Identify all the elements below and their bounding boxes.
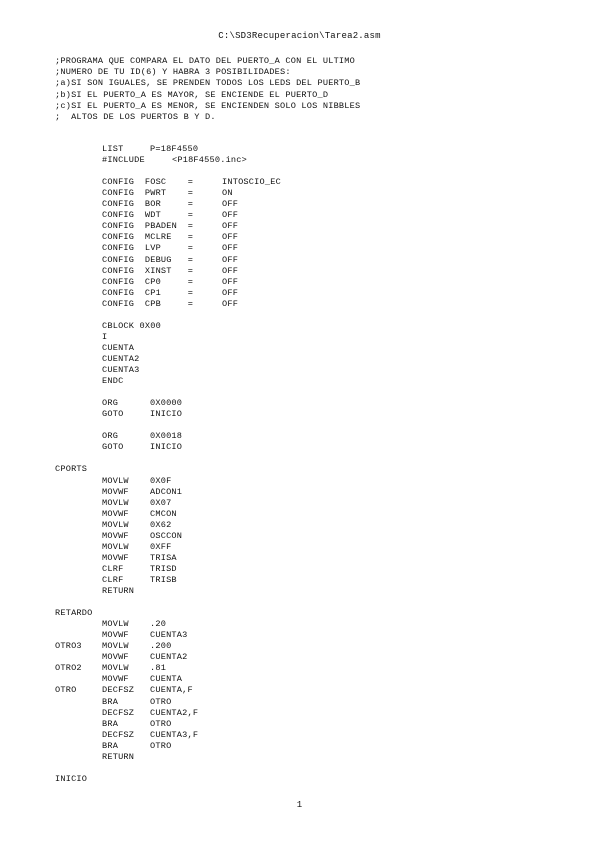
code-operand: OFF <box>222 276 239 287</box>
code-operand: .81 <box>150 663 167 674</box>
code-operand: CUENTA,F <box>150 685 193 696</box>
code-operand: TRISD <box>150 563 177 574</box>
code-operand: OFF <box>222 254 239 265</box>
code-operand: P=18F4550 <box>150 144 199 154</box>
code-instruction: BRA <box>102 740 119 751</box>
code-instruction: MOVWF <box>102 508 129 519</box>
code-instruction: CONFIG WDT = <box>102 210 194 221</box>
code-operand: OTRO <box>150 718 172 729</box>
code-operand: TRISA <box>150 552 177 563</box>
code-operand: TRISB <box>150 574 177 585</box>
code-instruction: MOVLW <box>102 619 129 630</box>
code-instruction: MOVWF <box>102 674 129 685</box>
code-instruction: MOVLW <box>102 541 129 552</box>
code-instruction: MOVWF <box>102 630 129 641</box>
code-operand: 0XFF <box>150 541 172 552</box>
code-operand: 0X0000 <box>150 398 183 409</box>
code-instruction: CONFIG BOR = <box>102 199 194 210</box>
code-operand: OFF <box>222 232 239 243</box>
code-operand: <P18F4550.inc> <box>172 155 247 166</box>
code-operand: 0X07 <box>150 497 172 508</box>
comment-line: ;PROGRAMA QUE COMPARA EL DATO DEL PUERTO_A CON EL ULTIMO <box>55 56 355 66</box>
code-operand: OFF <box>222 210 239 221</box>
code-label: INICIO <box>55 773 88 784</box>
code-operand: CMCON <box>150 508 177 519</box>
code-instruction: MOVWF <box>102 552 129 563</box>
code-instruction: CLRF <box>102 574 124 585</box>
code-instruction: ORG <box>102 431 119 442</box>
comment-line: ;b)SI EL PUERTO_A ES MAYOR, SE ENCIENDE EL PUERTO_D <box>55 89 329 100</box>
code-operand: OFF <box>222 221 239 232</box>
code-instruction: RETURN <box>102 751 135 762</box>
code-operand: INICIO <box>150 442 183 453</box>
code-operand: .200 <box>150 641 172 652</box>
code-instruction: MOVLW <box>102 663 129 674</box>
code-instruction: BRA <box>102 718 119 729</box>
code-instruction: CONFIG CP0 = <box>102 276 194 287</box>
code-instruction: CONFIG DEBUG = <box>102 254 194 265</box>
code-instruction: MOVLW <box>102 475 129 486</box>
code-instruction: CONFIG PBADEN = <box>102 221 194 232</box>
code-instruction: CBLOCK 0X00 <box>102 320 161 331</box>
code-operand: .20 <box>150 619 167 630</box>
code-operand: CUENTA2,F <box>150 707 199 718</box>
code-instruction: LIST <box>102 144 124 154</box>
code-instruction: MOVWF <box>102 530 129 541</box>
code-instruction: ORG <box>102 398 119 409</box>
code-operand: OFF <box>222 298 239 309</box>
code-instruction: CUENTA2 <box>102 353 140 364</box>
code-instruction: GOTO <box>102 409 124 420</box>
code-instruction: MOVLW <box>102 519 129 530</box>
code-operand: OFF <box>222 287 239 298</box>
code-instruction: MOVLW <box>102 497 129 508</box>
file-path-header: C:\SD3Recuperacion\Tarea2.asm <box>218 31 381 41</box>
code-instruction: CONFIG LVP = <box>102 243 194 254</box>
code-instruction: CONFIG CPB = <box>102 298 194 309</box>
code-operand: CUENTA3 <box>150 630 188 641</box>
code-instruction: CONFIG XINST = <box>102 265 194 276</box>
code-operand: ADCON1 <box>150 486 183 497</box>
code-operand: OFF <box>222 265 239 276</box>
code-instruction: MOVWF <box>102 652 129 663</box>
code-instruction: BRA <box>102 696 119 707</box>
code-operand: 0X62 <box>150 519 172 530</box>
comment-line: ;a)SI SON IGUALES, SE PRENDEN TODOS LOS LEDS DEL PUERTO_B <box>55 78 361 89</box>
code-label: OTRO3 <box>55 641 82 652</box>
code-instruction: CLRF <box>102 563 124 574</box>
code-label: CPORTS <box>55 464 88 475</box>
code-instruction: DECFSZ <box>102 707 135 718</box>
code-operand: ON <box>222 188 233 199</box>
code-instruction: I <box>102 331 108 342</box>
code-instruction: CUENTA3 <box>102 365 140 375</box>
comment-line: ;NUMERO DE TU ID(6) Y HABRA 3 POSIBILIDADES: <box>55 67 291 78</box>
code-operand: 0X0F <box>150 475 172 486</box>
code-instruction: CONFIG CP1 = <box>102 287 194 298</box>
code-instruction: #INCLUDE <box>102 155 145 166</box>
code-operand: OSCCON <box>150 530 183 541</box>
code-operand: CUENTA2 <box>150 652 188 663</box>
code-instruction: MOVWF <box>102 486 129 497</box>
code-operand: OTRO <box>150 696 172 707</box>
code-operand: 0X0018 <box>150 431 183 442</box>
code-instruction: CONFIG FOSC = <box>102 177 194 188</box>
code-operand: CUENTA <box>150 674 183 685</box>
code-operand: OFF <box>222 199 239 210</box>
code-operand: OTRO <box>150 740 172 751</box>
page-number: 1 <box>296 800 303 810</box>
code-instruction: RETURN <box>102 586 135 596</box>
code-instruction: GOTO <box>102 442 124 453</box>
code-instruction: CONFIG PWRT = <box>102 188 194 199</box>
code-instruction: DECFSZ <box>102 685 135 696</box>
code-operand: INICIO <box>150 409 183 420</box>
code-operand: OFF <box>222 243 239 254</box>
comment-line: ;c)SI EL PUERTO_A ES MENOR, SE ENCIENDEN SOLO LOS NIBBLES <box>55 100 361 111</box>
code-operand: INTOSCIO_EC <box>222 177 281 188</box>
code-operand: CUENTA3,F <box>150 729 199 740</box>
code-instruction: ENDC <box>102 376 124 387</box>
code-instruction: CONFIG MCLRE = <box>102 232 194 243</box>
code-instruction: CUENTA <box>102 342 135 353</box>
comment-line: ; ALTOS DE LOS PUERTOS B Y D. <box>55 112 216 122</box>
code-label: OTRO2 <box>55 663 82 674</box>
code-label: RETARDO <box>55 608 93 619</box>
code-instruction: DECFSZ <box>102 729 135 740</box>
code-label: OTRO <box>55 685 77 696</box>
code-instruction: MOVLW <box>102 641 129 652</box>
